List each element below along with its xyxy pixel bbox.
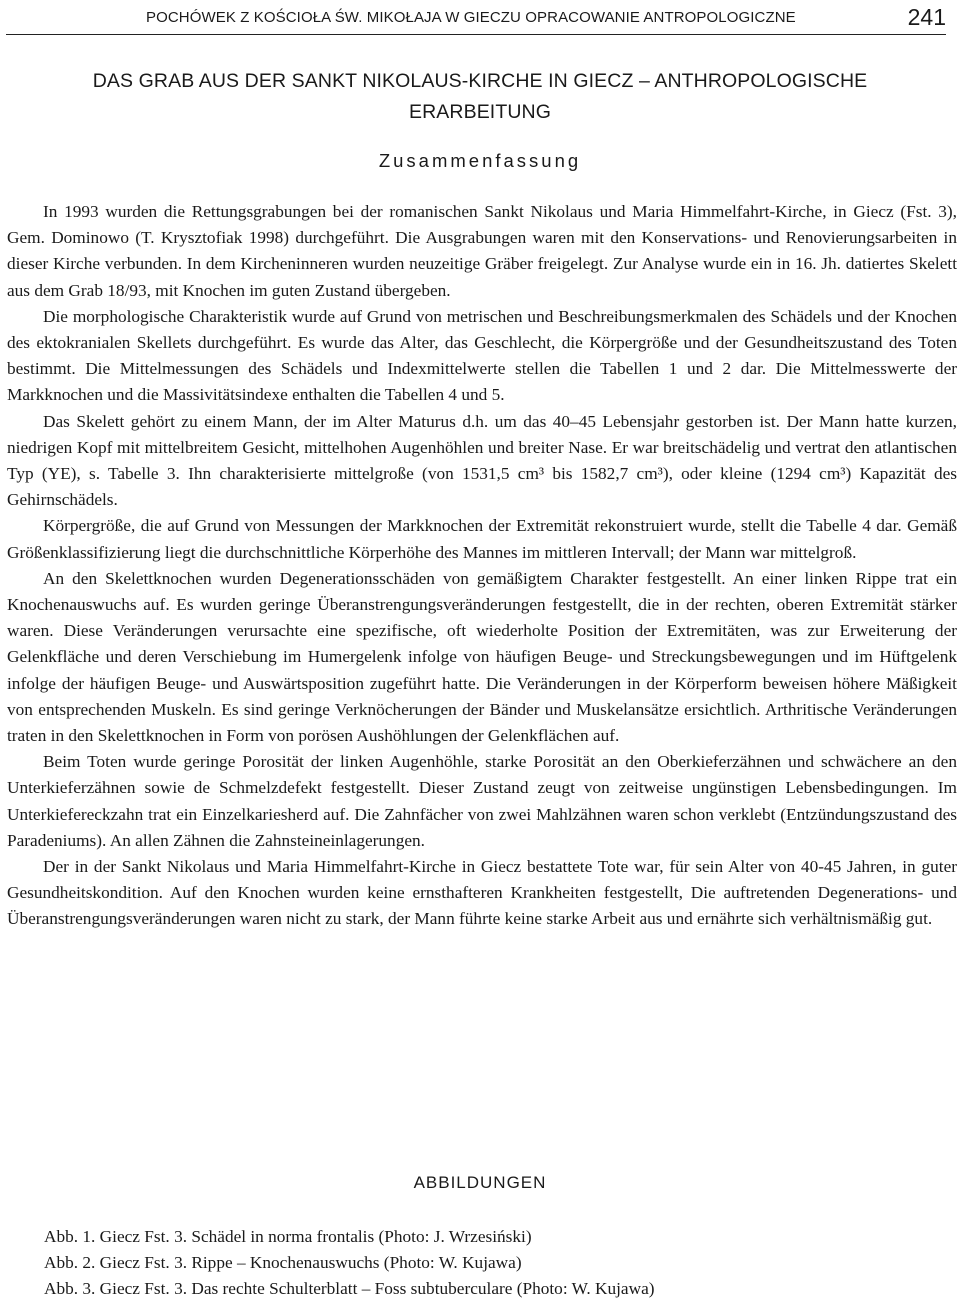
figure-caption-2: Abb. 2. Giecz Fst. 3. Rippe – Knochenauswuchs (Photo: W. Kujawa): [44, 1253, 522, 1272]
paragraph-3: Das Skelett gehört zu einem Mann, der im Alter Maturus d.h. um das 40–45 Lebensjahr gestorben ist. Der Mann hatte kurzen, niedrigen Kopf mit mittelbreitem Gesicht, mittelhohen Augenhöhlen und breiter Nase. Er war breitschädelig und vertrat den atlantischen Typ (YE), s. Tabelle 3. Ihn charakterisierte mittelgroße (von 1531,5 cm³ bis 1582,7 cm³), oder kleine (1294 cm³) Kapazität des Gehirnschädels.: [7, 411, 957, 510]
summary-body: [7, 199, 957, 933]
paragraph-5: An den Skelettknochen wurden Degenerationsschäden von gemäßigtem Charakter festgestellt. An einer linken Rippe trat ein Knochenauswuchs auf. Es wurden geringe Überanstrengungsveränderungen festgestellt, die in der rechten, oberen Extremität stärker waren. Diese Veränderungen verursachte eine spezifische, oft wiederholte Position der Extremitäten, was zur Erweiterung der Gelenkfläche und deren Verschiebung im Humergelenk infolge von häufigen Beuge- und Streckungsbewegungen und im Hüftgelenk infolge der häufigen Beuge- und Auswärtsposition zugeführt hatte. Die Veränderungen in der Körperform beweisen höhere Mäßigkeit von entsprechenden Muskeln. Es sind geringe Verknöcherungen der Bänder und Muskelansätze ersichtlich. Arthritische Veränderungen traten in den Skelettknochen in Form von porösen Aushöhlungen der Gelenkflächen auf.: [7, 568, 957, 746]
paragraph-2: Die morphologische Charakteristik wurde auf Grund von metrischen und Beschreibungsmerkmalen des Schädels und der Knochen des ektokranialen Skellets durchgeführt. Es wurde das Alter, das Geschlecht, die Körpergröße und der Gesundheitszustand des Toten bestimmt. Die Mittelmessungen des Schädels und Indexmittelwerte stellen die Tabellen 1 und 2 dar. Die Mittelmesswerte der Markknochen und die Massivitätsindexe enthalten die Tabellen 4 und 5.: [7, 306, 957, 405]
running-title: POCHÓWEK Z KOŚCIOŁA ŚW. MIKOŁAJA W GIECZU OPRACOWANIE ANTROPOLOGICZNE: [146, 9, 796, 26]
article-title: DAS GRAB AUS DER SANKT NIKOLAUS-KIRCHE IN GIECZ – ANTHROPOLOGISCHE ERARBEITUNG: [92, 70, 868, 123]
figure-captions: [44, 1224, 944, 1302]
figure-caption-1: Abb. 1. Giecz Fst. 3. Schädel in norma frontalis (Photo: J. Wrzesiński): [44, 1227, 532, 1246]
paragraph-6: Beim Toten wurde geringe Porosität der linken Augenhöhle, starke Porosität an den Oberkieferzähnen und schwächere an den Unterkieferzähnen sowie de Schmelzdefekt festgestellt. Dieser Zustand zeugt von zeitweise ungünstigen Lebensbedingungen. Im Unterkiefereckzahn trat ein Einzelkariesherd auf. Die Zahnfächer von zwei Mahlzähnen waren schon verklebt (Entzündungszustand des Paradeniums). An allen Zähnen die Zahnsteineinlagerungen.: [7, 752, 957, 850]
paragraph-1: In 1993 wurden die Rettungsgrabungen bei der romanischen Sankt Nikolaus und Maria Himmelfahrt-Kirche, in Giecz (Fst. 3), Gem. Dominowo (T. Krysztofiak 1998) durchgeführt. Die Ausgrabungen waren mit den Konservations- und Renovierungsarbeiten in dieser Kirche verbunden. In dem Kircheninneren wurden neuzeitige Gräber freigelegt. Zur Analyse wurde ein in 16. Jh. datiertes Skelett aus dem Grab 18/93, mit Knochen im guten Zustand übergeben.: [7, 202, 957, 300]
paragraph-4: Körpergröße, die auf Grund von Messungen der Markknochen der Extremität rekonstruiert wurde, stellt die Tabelle 4 dar. Gemäß Größenklassifizierung liegt die durchschnittliche Körperhöhe des Mannes im mittleren Intervall; der Mann war mittelgroß.: [7, 516, 957, 562]
figure-caption-3: Abb. 3. Giecz Fst. 3. Das rechte Schulterblatt – Foss subtuberculare (Photo: W. Kujawa): [44, 1279, 655, 1298]
page-number: 241: [907, 4, 946, 30]
paragraph-7: Der in der Sankt Nikolaus und Maria Himmelfahrt-Kirche in Giecz bestattete Tote war, für sein Alter von 40-45 Jahren, in guter Gesundheitskondition. Auf den Knochen wurden keine ernsthafteren Krankheiten festgestellt, Die auftretenden Degenerations- und Überanstrengungsveränderungen waren nicht zu stark, der Mann führte keine starke Arbeit aus und ernährte sich verhältnismäßig gut.: [7, 857, 957, 929]
running-header: [6, 4, 946, 35]
section-heading: Zusammenfassung: [378, 150, 582, 171]
figures-heading: ABBILDUNGEN: [413, 1173, 547, 1192]
